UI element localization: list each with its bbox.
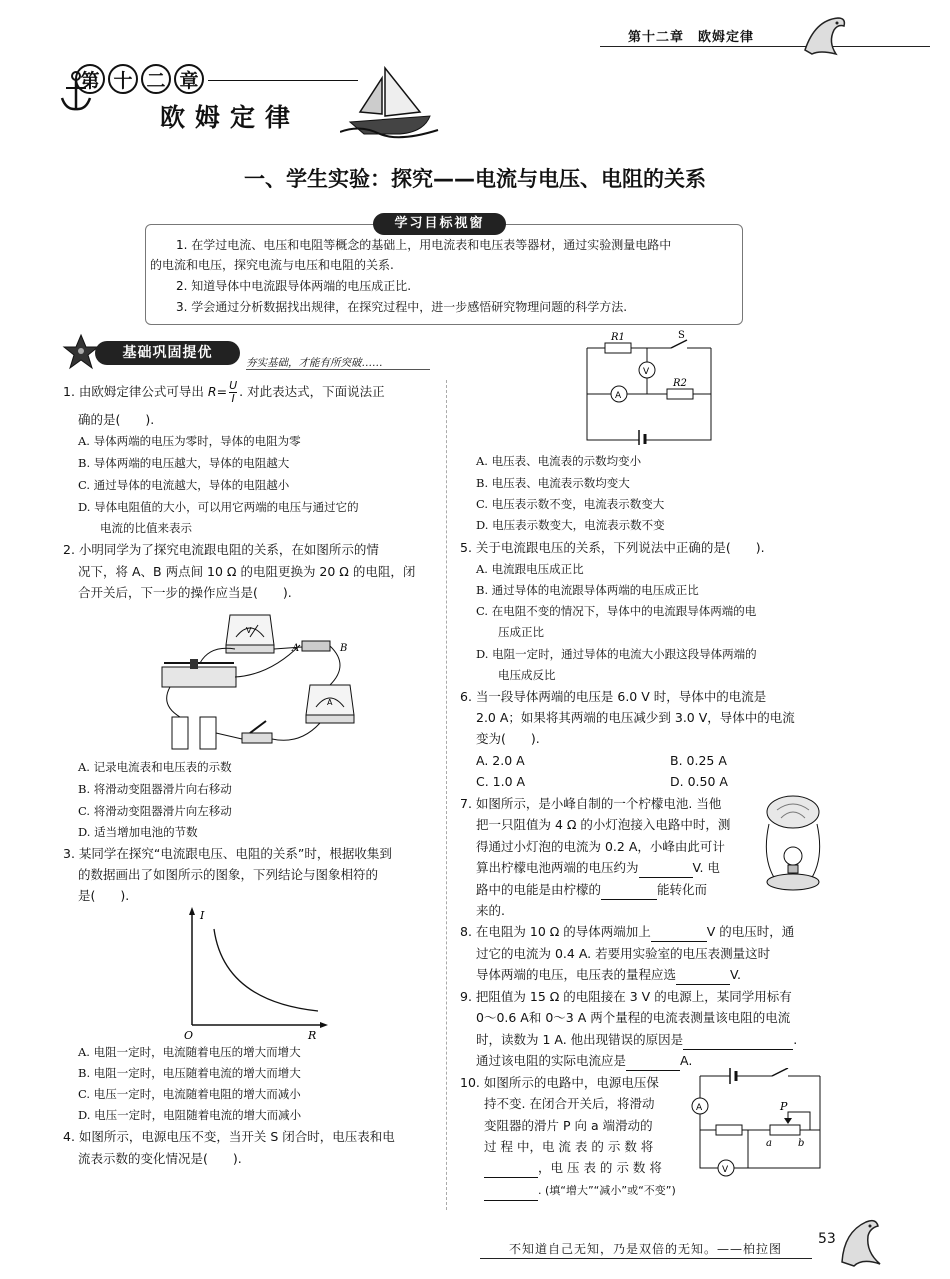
chapter-char: 二 [141,64,171,94]
q3-option-b: B. 电阻一定时，电压随着电流的增大而增大 [78,1066,301,1080]
q3-line: 的数据画出了如图所示的图象，下列结论与图象相符的 [78,867,379,882]
q10-label-p: P [780,1100,788,1113]
q3-option-c: C. 电压一定时，电流随着电阻的增大而减小 [78,1087,301,1101]
q3-graph [180,905,330,1040]
q7-line [476,858,720,878]
q10-line [484,1158,662,1178]
q3-curve [214,929,318,1011]
q7-line: 把一只阻值为 4 Ω 的小灯泡接入电路中时，测 [476,817,731,832]
ammeter-icon [306,685,354,723]
q1-denominator: I [231,392,235,405]
column-divider [446,380,447,1210]
q7-line5a: 路中的电能是由柠檬的 [476,882,602,897]
q3-line: 是( ). [78,888,130,903]
q4-label-v: V [643,367,650,377]
q10-line5: ，电 压 表 的 示 数 将 [538,1160,662,1175]
q5-option-c: C. 在电阻不变的情况下，导体中的电流跟导体两端的电 [476,604,757,618]
q2-option-b: B. 将滑动变阻器滑片向右移动 [78,782,232,796]
goal-line: 3. 学会通过分析数据找出规律，在探究过程中，进一步感悟研究物理问题的科学方法. [176,300,628,314]
q1-stem-c: 确的是( ). [78,412,155,427]
q4-label-r1: R1 [611,332,625,343]
dolphin-icon [836,1214,886,1270]
header-rule [600,46,930,47]
lemon-battery-figure [755,790,830,895]
q10-line: 10. 如图所示的电路中，电源电压保 [460,1075,659,1090]
q1-option-d-cont: 电流的比值来表示 [100,521,192,535]
q3-option-a: A. 电阻一定时，电流随着电压的增大而增大 [78,1045,301,1059]
q2-apparatus-figure [150,605,370,755]
q6-line: 2.0 A；如果将其两端的电压减少到 3.0 V，导体中的电流 [476,710,795,725]
goal-line: 1. 在学过电流、电压和电阻等概念的基础上，用电流表和电压表等器材，通过实验测量电路中 [176,238,672,252]
q10-ammeter-label: A [696,1103,703,1113]
battery-icon [172,717,188,749]
q4-line: 4. 如图所示，电源电压不变，当开关 S 闭合时，电压表和电 [63,1129,395,1144]
q2-point-a: A [292,643,300,654]
q3-option-d: D. 电压一定时，电阻随着电流的增大而减小 [78,1108,302,1122]
q5-line: 5. 关于电流跟电压的关系，下列说法中正确的是( ). [460,540,765,555]
q5-option-a: A. 电流跟电压成正比 [476,562,584,576]
q3-origin: O [184,1029,194,1040]
q4-circuit [575,330,725,445]
q1-formula-lhs: R= [207,384,228,399]
q10-label-b: b [798,1138,805,1149]
goals-tag: 学习目标视窗 [373,213,506,235]
q4-line: 流表示数的变化情况是( ). [78,1151,242,1166]
q10-label-a: a [766,1138,772,1149]
q8-line: 过它的电流为 0.4 A. 若要用实验室的电压表测量这时 [476,946,771,961]
q6-option-a: A. 2.0 A [476,753,525,768]
rheostat-icon [770,1125,800,1135]
dolphin-icon [800,10,850,60]
q10-line [484,1180,676,1201]
q7-line: 7. 如图所示，是小峰自制的一个柠檬电池. 当他 [460,796,722,811]
q5-option-d: D. 电阻一定时，通过导体的电流大小跟这段导体两端的 [476,647,757,661]
q9-line4a: 通过该电阻的实际电流应是 [476,1053,627,1068]
q5-option-c-cont: 压成正比 [498,625,544,639]
basic-rule [246,369,430,370]
q7-line4a: 算出柠檬电池两端的电压约为 [476,860,639,875]
q6-option-c: C. 1.0 A [476,774,526,789]
q1-stem-b: . 对此表达式，下面说法正 [239,384,385,399]
anchor-icon [58,70,94,114]
q9-line [476,1051,692,1071]
voltmeter-icon [226,615,274,653]
q7-blank-2[interactable] [601,886,657,900]
q2-ammeter-label: A [327,698,333,707]
q7-line: 来的. [476,903,505,918]
q6-line: 6. 当一段导体两端的电压是 6.0 V 时，导体中的电流是 [460,689,767,704]
footer-quote: 不知道自己无知，乃是双倍的无知。——柏拉图 [509,1242,783,1256]
q4-label-r2: R2 [673,378,687,389]
q2-line: 况下，将 A、B 两点间 10 Ω 的电阻更换为 20 Ω 的电阻，闭 [78,564,416,579]
bulb-icon [784,847,802,865]
q2-line: 2. 小明同学为了探究电流跟电阻的关系，在如图所示的情 [63,542,379,557]
q10-blank-1[interactable] [484,1164,538,1178]
q10-line6: . (填“增大”“减小”或“不变”) [538,1184,676,1197]
q10-voltmeter-label: V [722,1165,729,1175]
rheostat-icon [162,667,236,687]
q7-line5b: 能转化而 [657,882,708,897]
switch-icon [671,340,687,348]
q1-option-b: B. 导体两端的电压越大，导体的电阻越大 [78,456,290,470]
q8-line3a: 导体两端的电压，电压表的量程应选 [476,967,677,982]
q2-point-b: B [340,643,348,654]
running-header: 第十二章 欧姆定律 [628,30,755,45]
q5-option-d-cont: 电压成反比 [498,668,556,682]
q9-blank-1[interactable] [683,1036,793,1050]
chapter-rule [208,80,358,81]
q7-line4b: V. 电 [692,860,720,875]
q9-blank-2[interactable] [626,1057,680,1071]
goal-line: 2. 知道导体中电流跟导体两端的电压成正比. [176,279,412,293]
q8-line [460,922,794,942]
switch-icon [772,1068,788,1076]
q1-fraction [229,380,237,405]
section-title: 一、学生实验：探究——电流与电压、电阻的关系 [244,167,706,191]
q10-blank-2[interactable] [484,1187,538,1201]
q8-line [476,965,741,985]
q9-line [476,1030,797,1050]
q7-line [476,880,707,900]
page-number: 53 [818,1231,836,1247]
chapter-number [75,64,207,94]
goal-line: 的电流和电压，探究电流与电压和电阻的关系. [150,258,394,272]
chapter-title: 欧姆定律 [160,103,301,132]
q1-option-a: A. 导体两端的电压为零时，导体的电阻为零 [78,434,301,448]
q3-line: 3. 某同学在探究“电流跟电压、电阻的关系”时，根据收集到 [63,846,392,861]
q8-blank-2[interactable] [676,971,730,985]
q1-numerator: U [229,379,238,392]
basic-section-tag: 基础巩固提优 [95,341,240,365]
q9-line: 9. 把阻值为 15 Ω 的电阻接在 3 V 的电源上，某同学用标有 [460,989,792,1004]
q10-line: 变阻器的滑片 P 向 a 端滑动的 [484,1118,653,1133]
q10-line: 过 程 中，电 流 表 的 示 数 将 [484,1139,654,1154]
q3-axis-y: I [200,909,205,922]
question-1 [63,380,385,405]
basic-section-note: 夯实基础，才能有所突破…… [246,357,383,369]
q9-line: 0～0.6 A和 0～3 A 两个量程的电流表测量该电阻的电流 [476,1010,791,1025]
resistor-icon [605,343,631,353]
q9-line3a: 时，读数为 1 A. 他出现错误的原因是 [476,1032,684,1047]
q6-option-d: D. 0.50 A [670,774,728,789]
ship-icon [340,60,440,140]
q8-line3b: V. [730,967,741,982]
q8-blank-1[interactable] [651,928,707,942]
q6-line: 变为( ). [476,731,540,746]
q4-option-d: D. 电压表示数变大，电流表示数不变 [476,518,665,532]
q1-option-c: C. 通过导体的电流越大，导体的电阻越小 [78,478,290,492]
q2-option-d: D. 适当增加电池的节数 [78,825,198,839]
chapter-char: 第 [75,64,105,94]
q4-option-a: A. 电压表、电流表的示数均变小 [476,454,642,468]
q8-line1b: V 的电压时，通 [706,924,795,939]
q4-option-c: C. 电压表示数不变，电流表示数变大 [476,497,665,511]
resistor-icon [302,641,330,651]
chapter-char: 十 [108,64,138,94]
footer-rule [480,1258,812,1259]
q3-axis-x: R [308,1029,317,1040]
q4-label-a: A [615,391,622,401]
switch-icon [242,733,272,743]
q1-stem: 1. 由欧姆定律公式可导出 [63,384,204,399]
slider-pointer [784,1118,792,1124]
battery-icon [200,717,216,749]
q1-option-d: D. 导体电阻值的大小，可以用它两端的电压与通过它的 [78,500,359,514]
q10-line: 持不变. 在闭合开关后，将滑动 [484,1096,655,1111]
q9-line3b: . [793,1032,798,1047]
q2-option-a: A. 记录电流表和电压表的示数 [78,760,232,774]
resistor-icon [716,1125,742,1135]
q6-option-b: B. 0.25 A [670,753,727,768]
q2-voltmeter-label: V [246,626,252,635]
q2-line: 合开关后，下一步的操作应当是( ). [78,585,292,600]
q9-line4b: A. [680,1053,693,1068]
q7-blank-1[interactable] [639,864,693,878]
q8-line1a: 8. 在电阻为 10 Ω 的导体两端加上 [460,924,651,939]
q5-option-b: B. 通过导体的电流跟导体两端的电压成正比 [476,583,699,597]
q2-option-c: C. 将滑动变阻器滑片向左移动 [78,804,232,818]
q4-label-s: S [678,330,685,341]
resistor-icon [667,389,693,399]
q4-option-b: B. 电压表、电流表示数均变大 [476,476,630,490]
q10-circuit [688,1068,830,1183]
q7-line: 得通过小灯泡的电流为 0.2 A，小峰由此可计 [476,839,725,854]
chapter-char: 章 [174,64,204,94]
